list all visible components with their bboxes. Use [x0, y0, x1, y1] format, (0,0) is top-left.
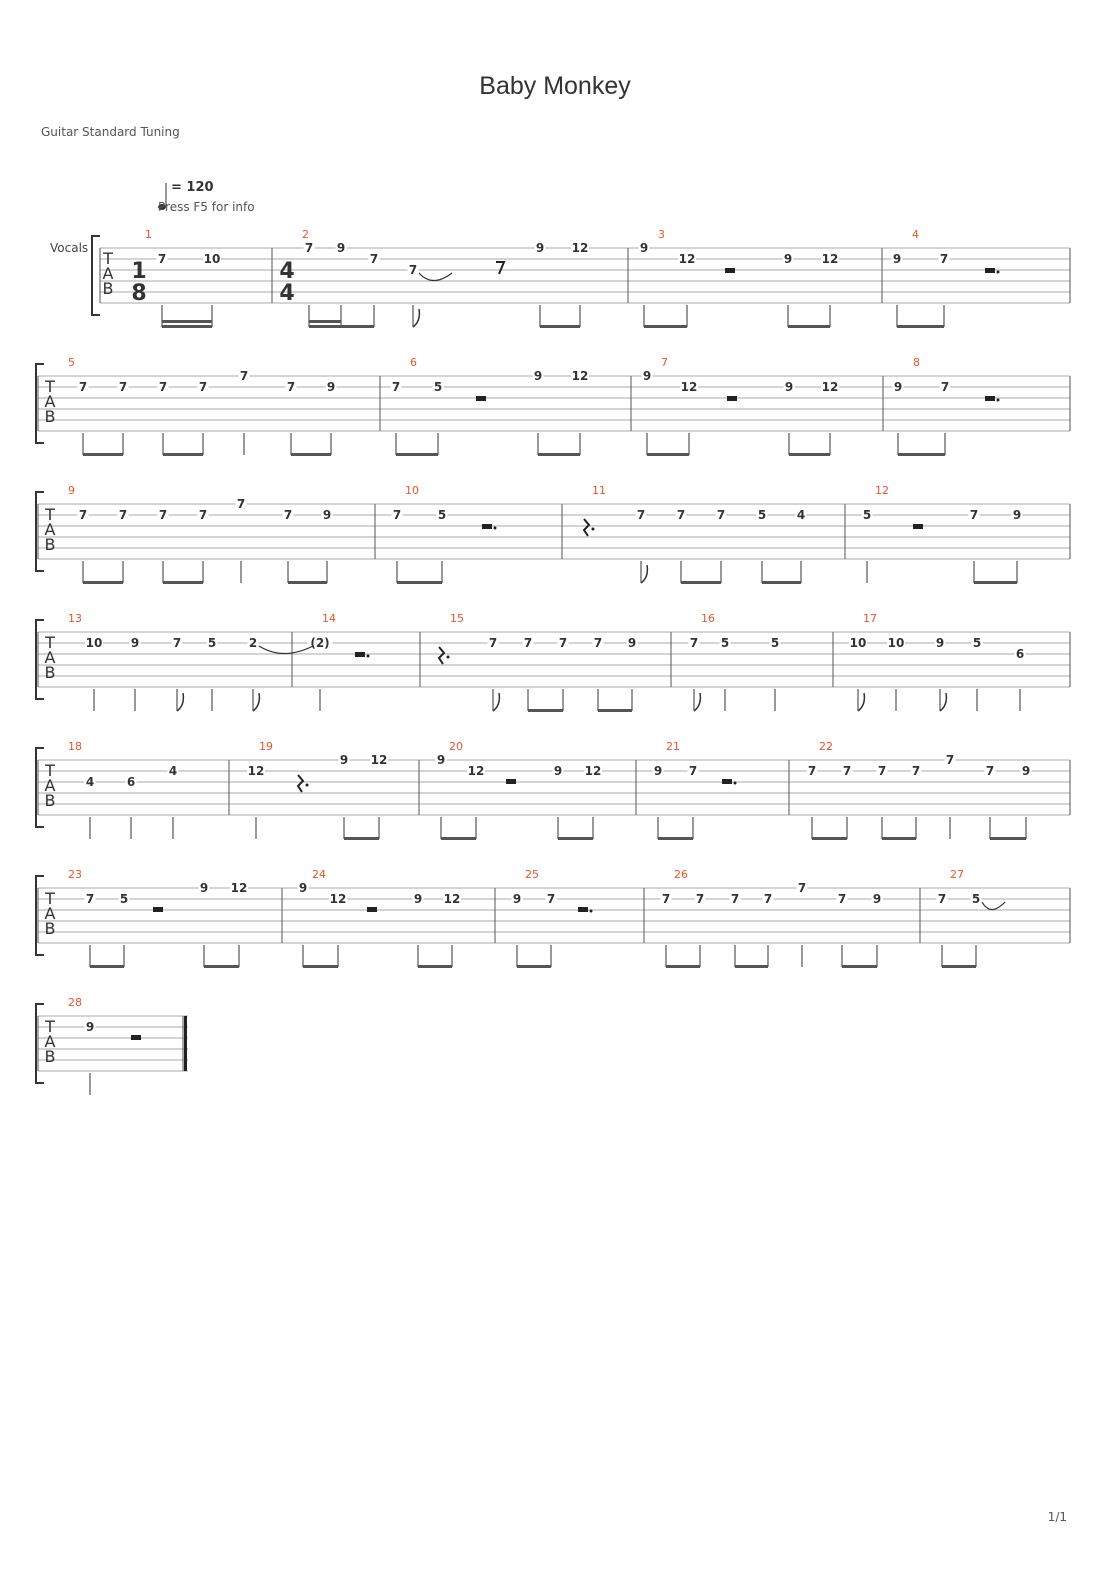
- note-beam: [396, 453, 438, 456]
- tab-clef-letter: A: [102, 264, 114, 283]
- measure-number: 28: [68, 996, 82, 1009]
- fret-number: 9: [642, 369, 652, 383]
- rest-dot: [494, 527, 497, 530]
- measure-number: 9: [68, 484, 75, 497]
- tab-clef-letter: A: [44, 520, 56, 539]
- half-rest: [985, 396, 995, 401]
- fret-number: 9: [1012, 508, 1022, 522]
- fret-number: 7: [939, 252, 949, 266]
- fret-number: 5: [862, 508, 872, 522]
- tab-system: [36, 748, 1070, 840]
- note-beam: [644, 325, 687, 328]
- fret-number: 4: [85, 775, 95, 789]
- note-beam: [288, 581, 327, 584]
- note-beam: [397, 581, 442, 584]
- half-rest: [355, 652, 365, 657]
- tab-clef-letter: B: [44, 919, 56, 938]
- measure-number: 8: [913, 356, 920, 369]
- tab-clef-letter: B: [44, 1047, 56, 1066]
- fret-number: 5: [971, 892, 981, 906]
- fret-number: 9: [893, 380, 903, 394]
- measure-number: 25: [525, 868, 539, 881]
- song-title: Baby Monkey: [479, 72, 631, 100]
- half-rest: [153, 907, 163, 912]
- fret-number: 12: [571, 369, 589, 383]
- fret-number: 7: [911, 764, 921, 778]
- fret-number: 9: [322, 508, 332, 522]
- measure-number: 11: [592, 484, 606, 497]
- fret-number: 10: [887, 636, 905, 650]
- tab-clef-letter: T: [45, 633, 55, 652]
- fret-number: 5: [437, 508, 447, 522]
- fret-number: 7: [716, 508, 726, 522]
- fret-number: 7: [157, 252, 167, 266]
- fret-number: 9: [892, 252, 902, 266]
- page-number: 1/1: [1047, 1510, 1067, 1524]
- fret-number: 7: [807, 764, 817, 778]
- fret-number: 7: [688, 764, 698, 778]
- time-signature-bottom: 4: [279, 281, 295, 306]
- tab-system: [36, 620, 1070, 712]
- fret-number: 9: [336, 241, 346, 255]
- quarter-rest: [439, 647, 444, 664]
- note-beam: [942, 965, 976, 968]
- note-beam: [90, 965, 124, 968]
- measure-number: 7: [661, 356, 668, 369]
- system-bracket: [92, 236, 100, 315]
- fret-number: 7: [523, 636, 533, 650]
- fret-number: 12: [247, 764, 265, 778]
- fret-number: 7: [593, 636, 603, 650]
- fret-number: 7: [695, 892, 705, 906]
- note-beam: [83, 453, 123, 456]
- fret-number: 12: [329, 892, 347, 906]
- tab-system: [36, 876, 1070, 968]
- note-beam: [974, 581, 1017, 584]
- fret-number: 6: [1015, 647, 1025, 661]
- fret-number: 7: [118, 380, 128, 394]
- measure-number: 17: [863, 612, 877, 625]
- fret-number: 7: [661, 892, 671, 906]
- measure-number: 6: [410, 356, 417, 369]
- tuning-label: Guitar Standard Tuning: [41, 125, 180, 139]
- rest-dot: [367, 655, 370, 658]
- note-beam: [341, 325, 374, 328]
- tab-clef-letter: A: [44, 392, 56, 411]
- fret-number: 12: [571, 241, 589, 255]
- note-beam: [762, 581, 801, 584]
- measure-number: 26: [674, 868, 688, 881]
- fret-number: 7: [286, 380, 296, 394]
- note-beam: [163, 453, 203, 456]
- fret-number: 9: [784, 380, 794, 394]
- final-barline: [184, 1016, 187, 1071]
- half-rest: [482, 524, 492, 529]
- fret-number: 7: [198, 380, 208, 394]
- tab-system: [36, 364, 1070, 456]
- note-beam: [204, 965, 239, 968]
- half-rest: [578, 907, 588, 912]
- note-flag: [940, 693, 946, 711]
- fret-number: 9: [533, 369, 543, 383]
- note-beam: [83, 581, 123, 584]
- fret-number: 7: [546, 892, 556, 906]
- fret-number: 12: [821, 380, 839, 394]
- fret-number: 7: [158, 380, 168, 394]
- fret-number: 12: [584, 764, 602, 778]
- fret-number: 5: [119, 892, 129, 906]
- tab-system: [36, 492, 1070, 584]
- note-beam: [162, 325, 212, 328]
- measure-number: 22: [819, 740, 833, 753]
- fret-number: 7: [408, 263, 418, 277]
- note-beam: [162, 320, 212, 323]
- fret-number: 12: [230, 881, 248, 895]
- fret-number: 9: [199, 881, 209, 895]
- tab-clef-letter: A: [44, 648, 56, 667]
- measure-number: 20: [449, 740, 463, 753]
- note-flag: [493, 693, 499, 711]
- fret-number: 7: [78, 380, 88, 394]
- note-beam: [344, 837, 379, 840]
- fret-number: 7: [172, 636, 182, 650]
- tie-arc: [982, 902, 1005, 910]
- measure-number: 24: [312, 868, 326, 881]
- fret-number: 7: [985, 764, 995, 778]
- half-rest: [367, 907, 377, 912]
- note-flag: [253, 693, 259, 711]
- measure-number: 16: [701, 612, 715, 625]
- fret-number: 7: [837, 892, 847, 906]
- fret-number: 12: [467, 764, 485, 778]
- tab-clef-letter: B: [44, 407, 56, 426]
- quarter-rest: [298, 775, 303, 792]
- fret-number: 5: [972, 636, 982, 650]
- fret-number: 7: [797, 881, 807, 895]
- note-beam: [540, 325, 580, 328]
- fret-number: 9: [1021, 764, 1031, 778]
- fret-number: 7: [198, 508, 208, 522]
- note-beam: [842, 965, 877, 968]
- tab-clef-letter: B: [102, 279, 114, 298]
- fret-number: 4: [168, 764, 178, 778]
- fret-number: 7: [85, 892, 95, 906]
- note-beam: [897, 325, 944, 328]
- note-beam: [303, 965, 338, 968]
- note-flag: [177, 693, 183, 711]
- fret-number: 7: [239, 369, 249, 383]
- tempo-hint: Press F5 for info: [158, 200, 255, 214]
- note-beam: [882, 837, 916, 840]
- fret-number: 12: [821, 252, 839, 266]
- fret-number: 4: [796, 508, 806, 522]
- fret-number: (2): [310, 636, 330, 650]
- fret-number: 5: [433, 380, 443, 394]
- tab-clef-letter: T: [45, 1017, 55, 1036]
- note-beam: [658, 837, 693, 840]
- note-beam: [788, 325, 830, 328]
- rest-dot: [447, 656, 450, 659]
- fret-number: 10: [203, 252, 221, 266]
- tab-system: [36, 1004, 188, 1095]
- fret-number: 5: [207, 636, 217, 650]
- tab-clef-letter: T: [45, 761, 55, 780]
- fret-number: 7: [304, 241, 314, 255]
- measure-number: 21: [666, 740, 680, 753]
- note-beam: [735, 965, 768, 968]
- note-beam: [558, 837, 593, 840]
- fret-number: 7: [488, 636, 498, 650]
- fret-number: 9: [512, 892, 522, 906]
- fret-number: 9: [553, 764, 563, 778]
- measure-number: 18: [68, 740, 82, 753]
- tab-clef-letter: T: [45, 377, 55, 396]
- fret-number: 7: [730, 892, 740, 906]
- fret-number: 7: [78, 508, 88, 522]
- fret-number: 10: [85, 636, 103, 650]
- fret-number: 9: [436, 753, 446, 767]
- rest-dot: [306, 784, 309, 787]
- fret-number: 7: [369, 252, 379, 266]
- fret-number: 12: [678, 252, 696, 266]
- tie-arc: [419, 273, 452, 281]
- tab-clef-letter: A: [44, 904, 56, 923]
- fret-number: 12: [370, 753, 388, 767]
- fret-number: 5: [757, 508, 767, 522]
- fret-number: 10: [849, 636, 867, 650]
- rest-dot: [734, 782, 737, 785]
- fret-number: 2: [248, 636, 258, 650]
- note-beam: [163, 581, 203, 584]
- tab-clef-letter: A: [44, 1032, 56, 1051]
- fret-number: 9: [627, 636, 637, 650]
- fret-number: 7: [558, 636, 568, 650]
- note-flag: [641, 565, 647, 583]
- fret-number: 9: [298, 881, 308, 895]
- note-beam: [789, 453, 830, 456]
- fret-number: 9: [639, 241, 649, 255]
- measure-number: 14: [322, 612, 336, 625]
- note-beam: [538, 453, 580, 456]
- fret-number: 7: [392, 508, 402, 522]
- time-signature-top: 1: [131, 259, 147, 284]
- measure-number: 10: [405, 484, 419, 497]
- tab-clef-letter: B: [44, 791, 56, 810]
- fret-number: 7: [391, 380, 401, 394]
- fret-number: 7: [118, 508, 128, 522]
- note-flag: [413, 309, 419, 327]
- time-signature-bottom: 8: [131, 281, 147, 306]
- fret-number: 7: [937, 892, 947, 906]
- measure-number: 2: [302, 228, 309, 241]
- half-rest: [913, 524, 923, 529]
- half-rest: [725, 268, 735, 273]
- half-rest: [476, 396, 486, 401]
- fret-number: 7: [689, 636, 699, 650]
- rest-dot: [592, 528, 595, 531]
- fret-number: 7: [877, 764, 887, 778]
- quarter-rest: [584, 519, 589, 536]
- eighth-rest: [496, 262, 504, 274]
- measure-number: 13: [68, 612, 82, 625]
- fret-number: 9: [339, 753, 349, 767]
- note-beam: [528, 709, 563, 712]
- measure-number: 1: [145, 228, 152, 241]
- fret-number: 5: [720, 636, 730, 650]
- note-beam: [647, 453, 689, 456]
- fret-number: 7: [236, 497, 246, 511]
- note-beam: [598, 709, 632, 712]
- note-beam: [517, 965, 551, 968]
- tab-clef-letter: T: [103, 249, 113, 268]
- note-beam: [990, 837, 1026, 840]
- fret-number: 7: [945, 753, 955, 767]
- fret-number: 7: [676, 508, 686, 522]
- note-beam: [666, 965, 700, 968]
- fret-number: 9: [85, 1020, 95, 1034]
- note-beam: [441, 837, 476, 840]
- fret-number: 9: [783, 252, 793, 266]
- measure-number: 5: [68, 356, 75, 369]
- fret-number: 12: [443, 892, 461, 906]
- fret-number: 7: [940, 380, 950, 394]
- time-signature-top: 4: [279, 259, 295, 284]
- fret-number: 6: [126, 775, 136, 789]
- note-flag: [858, 693, 864, 711]
- fret-number: 7: [842, 764, 852, 778]
- tie-arc: [259, 646, 313, 654]
- fret-number: 9: [535, 241, 545, 255]
- fret-number: 7: [969, 508, 979, 522]
- tab-clef-letter: B: [44, 535, 56, 554]
- fret-number: 7: [158, 508, 168, 522]
- note-beam: [309, 320, 341, 323]
- measure-number: 27: [950, 868, 964, 881]
- tab-clef-letter: B: [44, 663, 56, 682]
- fret-number: 7: [636, 508, 646, 522]
- fret-number: 9: [413, 892, 423, 906]
- note-beam: [681, 581, 721, 584]
- tab-clef-letter: A: [44, 776, 56, 795]
- fret-number: 9: [130, 636, 140, 650]
- half-rest: [727, 396, 737, 401]
- fret-number: 9: [935, 636, 945, 650]
- tab-clef-letter: T: [45, 505, 55, 524]
- measure-number: 4: [912, 228, 919, 241]
- note-beam: [418, 965, 452, 968]
- half-rest: [985, 268, 995, 273]
- measure-number: 12: [875, 484, 889, 497]
- track-name: Vocals: [50, 241, 89, 255]
- fret-number: 7: [283, 508, 293, 522]
- half-rest: [722, 779, 732, 784]
- fret-number: 9: [872, 892, 882, 906]
- rest-dot: [997, 399, 1000, 402]
- fret-number: 7: [763, 892, 773, 906]
- note-beam: [309, 325, 341, 328]
- fret-number: 9: [326, 380, 336, 394]
- measure-number: 23: [68, 868, 82, 881]
- note-beam: [291, 453, 331, 456]
- fret-number: 5: [770, 636, 780, 650]
- measure-number: 15: [450, 612, 464, 625]
- tab-clef-letter: T: [45, 889, 55, 908]
- rest-dot: [997, 271, 1000, 274]
- fret-number: 9: [653, 764, 663, 778]
- half-rest: [131, 1035, 141, 1040]
- half-rest: [506, 779, 516, 784]
- fret-number: 12: [680, 380, 698, 394]
- measure-number: 3: [658, 228, 665, 241]
- measure-number: 19: [259, 740, 273, 753]
- note-beam: [812, 837, 847, 840]
- note-beam: [898, 453, 945, 456]
- note-flag: [694, 693, 700, 711]
- rest-dot: [590, 910, 593, 913]
- tempo-marking: = 120: [171, 180, 214, 195]
